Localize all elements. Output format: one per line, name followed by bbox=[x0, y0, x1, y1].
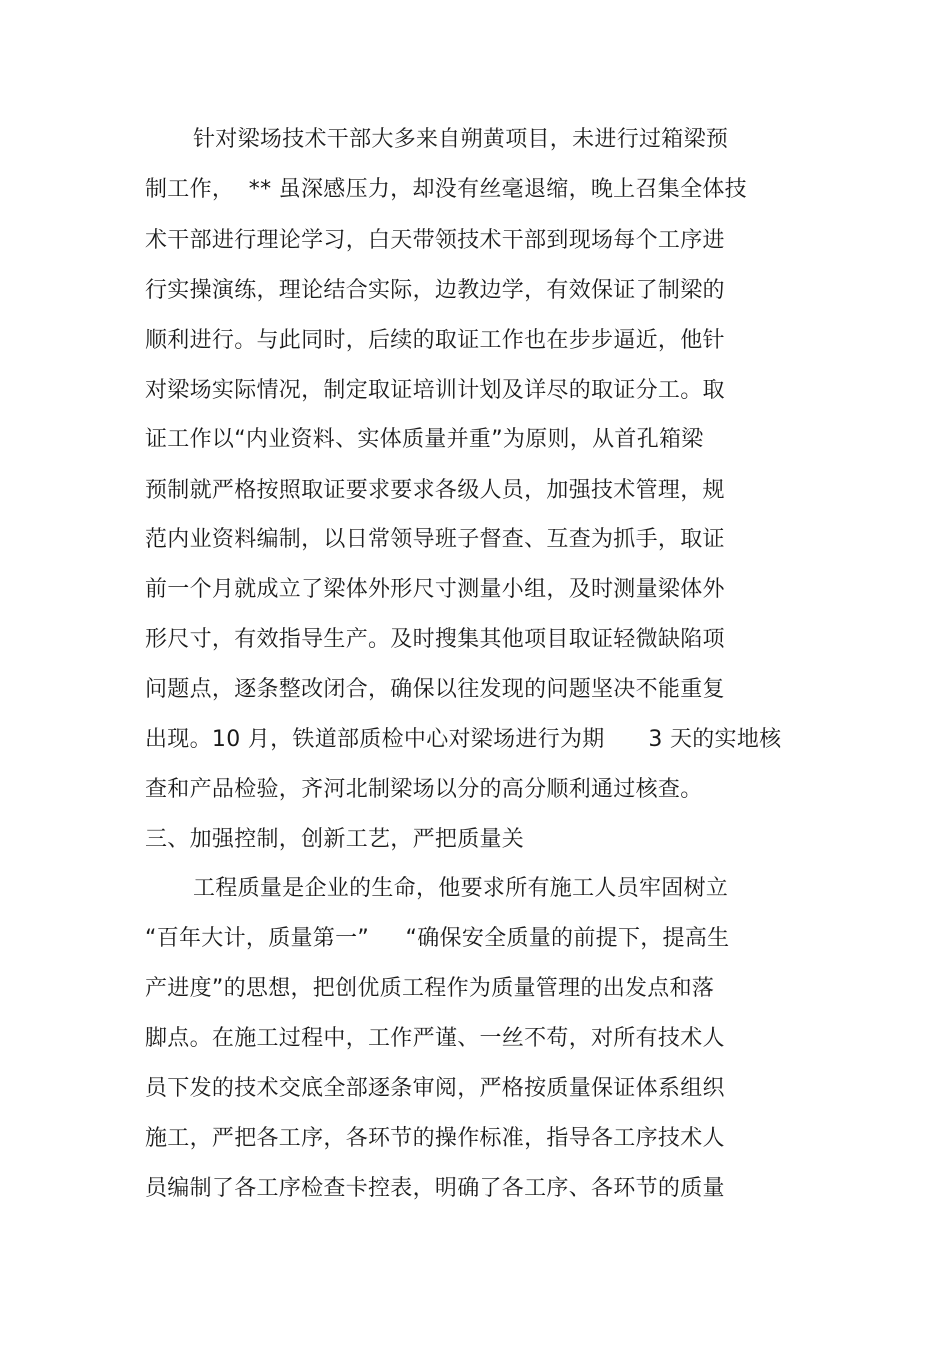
paragraph-line: 员编制了各工序检查卡控表，明确了各工序、各环节的质量 bbox=[145, 1176, 725, 1201]
paragraph-line: 工程质量是企业的生命，他要求所有施工人员牢固树立 bbox=[193, 876, 729, 901]
paragraph-line: 施工，严把各工序，各环节的操作标准，指导各工序技术人 bbox=[145, 1126, 725, 1151]
paragraph-line: 范内业资料编制，以日常领导班子督查、互查为抓手，取证 bbox=[145, 527, 725, 552]
paragraph-line: 脚点。在施工过程中，工作严谨、一丝不苟，对所有技术人 bbox=[145, 1026, 725, 1051]
paragraph-line: 员下发的技术交底全部逐条审阅，严格按质量保证体系组织 bbox=[145, 1076, 725, 1101]
paragraph-line: “百年大计，质量第一” “确保安全质量的前提下，提高生 bbox=[145, 926, 730, 951]
paragraph-line: 预制就严格按照取证要求要求各级人员，加强技术管理，规 bbox=[145, 478, 725, 503]
paragraph-line: 形尺寸，有效指导生产。及时搜集其他项目取证轻微缺陷项 bbox=[145, 627, 725, 652]
paragraph-line: 术干部进行理论学习，白天带领技术干部到现场每个工序进 bbox=[145, 228, 725, 253]
paragraph-line: 问题点，逐条整改闭合，确保以往发现的问题坚决不能重复 bbox=[145, 677, 725, 702]
paragraph-line: 针对梁场技术干部大多来自朔黄项目，未进行过箱梁预 bbox=[193, 127, 729, 152]
paragraph-line: 顺利进行。与此同时，后续的取证工作也在步步逼近，他针 bbox=[145, 328, 725, 353]
paragraph-line: 产进度”的思想，把创优质工程作为质量管理的出发点和落 bbox=[145, 976, 715, 1001]
paragraph-line: 出现。10 月，铁道部质检中心对梁场进行为期 3 天的实地核 bbox=[145, 727, 782, 752]
paragraph-line: 前一个月就成立了梁体外形尺寸测量小组，及时测量梁体外 bbox=[145, 577, 725, 602]
paragraph-line: 行实操演练，理论结合实际，边教边学，有效保证了制梁的 bbox=[145, 278, 725, 303]
paragraph-line: 对梁场实际情况，制定取证培训计划及详尽的取证分工。取 bbox=[145, 378, 725, 403]
paragraph-line: 证工作以“内业资料、实体质量并重”为原则，从首孔箱梁 bbox=[145, 427, 704, 452]
section-heading: 三、加强控制，创新工艺，严把质量关 bbox=[145, 827, 525, 852]
paragraph-line: 查和产品检验，齐河北制梁场以分的高分顺利通过核查。 bbox=[145, 777, 703, 802]
paragraph-line: 制工作， ** 虽深感压力，却没有丝毫退缩，晚上召集全体技 bbox=[145, 177, 747, 202]
